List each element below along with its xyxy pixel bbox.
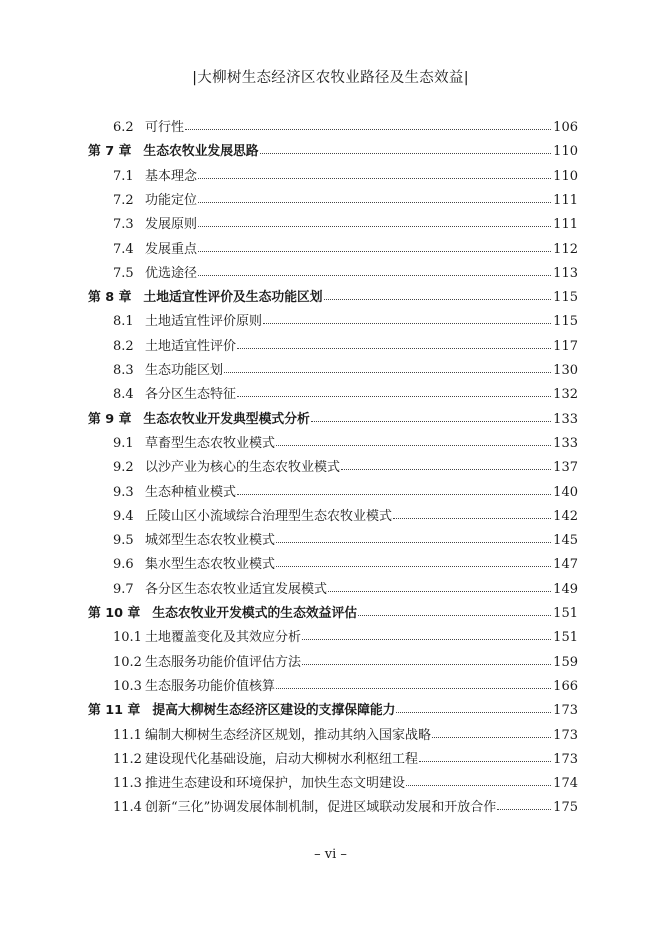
toc-entry-title: 优选途径 [145,265,198,281]
toc-dot-leader [393,518,551,519]
toc-entry-number: 11.2 [113,751,142,767]
toc-entry-number: 8.1 [113,314,134,330]
toc-section-entry [0,458,661,477]
toc-dot-leader [237,348,551,349]
toc-section-entry [0,507,661,526]
toc-dot-leader [263,323,551,324]
toc-entry-number: 8.2 [113,338,134,354]
toc-entry-number: 9.7 [113,581,134,597]
toc-page-number: 115 [553,314,578,330]
toc-page-number: 111 [553,217,578,233]
toc-entry-title: 发展原则 [145,217,198,233]
toc-chapter-entry [0,701,661,720]
toc-section-entry [0,191,661,210]
toc-page-number: 175 [553,800,578,816]
toc-entry-title: 土地适宜性评价及生态功能区划 [143,290,323,306]
toc-section-entry [0,580,661,599]
toc-entry-title: 生态种植业模式 [145,484,237,500]
toc-dot-leader [341,469,551,470]
toc-page-number: 151 [553,630,578,646]
toc-page-number: 142 [553,508,578,524]
toc-entry-title: 以沙产业为核心的生态农牧业模式 [145,460,341,476]
toc-dot-leader [276,688,551,689]
toc-entry-number: 9.1 [113,435,134,451]
toc-entry-title: 城郊型生态农牧业模式 [145,533,276,549]
toc-chapter-entry [0,288,661,307]
toc-entry-title: 提高大柳树生态经济区建设的支撑保障能力 [152,703,396,719]
toc-entry-number: 10.3 [113,678,142,694]
toc-page-number: 112 [553,241,578,257]
toc-page-number: 133 [553,435,578,451]
toc-dot-leader [276,566,551,567]
toc-entry-number: 11.4 [113,800,142,816]
toc-page-number: 111 [553,192,578,208]
toc-section-entry [0,555,661,574]
toc-entry-number: 8.3 [113,363,134,378]
toc-entry-number: 8.4 [113,387,134,403]
toc-section-entry [0,774,661,793]
toc-section-entry [0,750,661,769]
toc-dot-leader [237,396,551,397]
toc-section-entry [0,215,661,234]
toc-entry-number: 9.2 [113,460,134,476]
toc-dot-leader [276,445,551,446]
toc-section-entry [0,337,661,356]
toc-page-number: 166 [553,678,578,694]
toc-entry-title: 集水型生态农牧业模式 [145,557,276,573]
toc-entry-number: 第 10 章 [88,606,141,621]
toc-dot-leader [432,737,551,738]
toc-dot-leader [358,615,551,616]
toc-page-number: 113 [553,265,578,281]
toc-section-entry [0,385,661,404]
toc-page-number: 173 [553,727,578,743]
toc-dot-leader [198,251,551,252]
toc-entry-title: 发展重点 [145,241,198,257]
toc-entry-title: 生态农牧业开发模式的生态效益评估 [152,606,358,621]
toc-entry-title: 建设现代化基础设施，启动大柳树水利枢纽工程 [145,751,419,767]
toc-entry-number: 第 9 章 [88,411,132,427]
toc-section-entry [0,361,661,380]
toc-entry-number: 7.1 [113,168,134,184]
toc-entry-number: 第 7 章 [88,144,132,160]
toc-page-number: 133 [553,411,578,427]
toc-entry-title: 生态农牧业发展思路 [143,144,259,160]
toc-page-number: 145 [553,533,578,549]
toc-page-number: 106 [553,120,578,135]
running-head: |大柳树生态经济区农牧业路径及生态效益| [192,70,469,86]
toc-page-number: 151 [553,606,578,621]
toc-section-entry [0,726,661,745]
toc-dot-leader [419,761,551,762]
toc-dot-leader [328,591,551,592]
toc-entry-number: 11.3 [113,776,142,792]
toc-entry-title: 土地覆盖变化及其效应分析 [145,630,302,646]
toc-page-number: 110 [553,168,578,184]
toc-dot-leader [497,809,551,810]
toc-dot-leader [324,299,552,300]
toc-entry-title: 各分区生态农牧业适宜发展模式 [145,581,328,597]
toc-entry-title: 生态功能区划 [145,363,224,378]
toc-section-entry [0,483,661,502]
toc-dot-leader [406,785,551,786]
toc-entry-title: 草畜型生态农牧业模式 [145,435,276,451]
toc-dot-leader [302,664,551,665]
toc-entry-title: 推进生态建设和环境保护，加快生态文明建设 [145,776,406,792]
toc-section-entry [0,628,661,647]
toc-dot-leader [198,202,551,203]
toc-entry-title: 各分区生态特征 [145,387,237,403]
toc-dot-leader [237,494,551,495]
toc-entry-title: 创新“三化”协调发展体制机制，促进区域联动发展和开放合作 [145,800,497,816]
toc-entry-number: 9.5 [113,533,134,549]
toc-page-number: 115 [553,290,578,306]
toc-chapter-entry [0,410,661,429]
toc-entry-title: 丘陵山区小流域综合治理型生态农牧业模式 [145,508,393,524]
toc-chapter-entry [0,604,661,623]
toc-section-entry [0,264,661,283]
toc-entry-title: 土地适宜性评价原则 [145,314,263,330]
toc-entry-number: 6.2 [113,120,134,135]
toc-entry-number: 7.2 [113,192,134,208]
toc-entry-number: 10.1 [113,630,142,646]
toc-dot-leader [302,639,551,640]
toc-dot-leader [311,421,551,422]
toc-section-entry [0,167,661,186]
toc-entry-title: 基本理念 [145,168,198,184]
toc-entry-number: 10.2 [113,654,142,670]
toc-entry-number: 11.1 [113,727,142,743]
toc-page-number: 137 [553,460,578,476]
toc-entry-title: 可行性 [145,120,185,135]
toc-entry-number: 第 8 章 [88,290,132,306]
page-number: – vi – [314,847,347,862]
toc-entry-number: 7.3 [113,217,134,233]
toc-dot-leader [198,178,551,179]
toc-section-entry [0,677,661,696]
toc-entry-title: 生态农牧业开发典型模式分析 [143,411,310,427]
toc-entry-number: 9.3 [113,484,134,500]
toc-page-number: 173 [553,751,578,767]
toc-page-number: 149 [553,581,578,597]
toc-entry-number: 9.6 [113,557,134,573]
toc-entry-number: 7.5 [113,265,134,281]
toc-chapter-entry [0,142,661,161]
toc-page-number: 147 [553,557,578,573]
toc-page-number: 173 [553,703,578,719]
toc-entry-number: 9.4 [113,508,134,524]
toc-dot-leader [198,226,551,227]
toc-entry-number: 第 11 章 [88,703,141,719]
toc-dot-leader [260,153,552,154]
toc-entry-title: 生态服务功能价值核算 [145,678,276,694]
toc-entry-title: 编制大柳树生态经济区规划，推动其纳入国家战略 [145,727,432,743]
toc-section-entry [0,118,661,137]
toc-page-number: 174 [553,776,578,792]
toc-entry-title: 生态服务功能价值评估方法 [145,654,302,670]
toc-entry-title: 土地适宜性评价 [145,338,237,354]
toc-dot-leader [198,275,551,276]
toc-section-entry [0,653,661,672]
toc-page-number: 159 [553,654,578,670]
toc-section-entry [0,240,661,259]
toc-page-number: 110 [553,144,578,160]
toc-dot-leader [276,542,551,543]
toc-page-number: 130 [553,363,578,378]
toc-dot-leader [224,372,551,373]
toc-page-number: 117 [553,338,578,354]
toc-page-number: 132 [553,387,578,403]
toc-dot-leader [396,712,551,713]
toc-dot-leader [185,129,551,130]
toc-section-entry [0,434,661,453]
toc-section-entry [0,312,661,331]
toc-entry-title: 功能定位 [145,192,198,208]
toc-section-entry [0,531,661,550]
toc-page-number: 140 [553,484,578,500]
toc-entry-number: 7.4 [113,241,134,257]
toc-section-entry [0,798,661,817]
